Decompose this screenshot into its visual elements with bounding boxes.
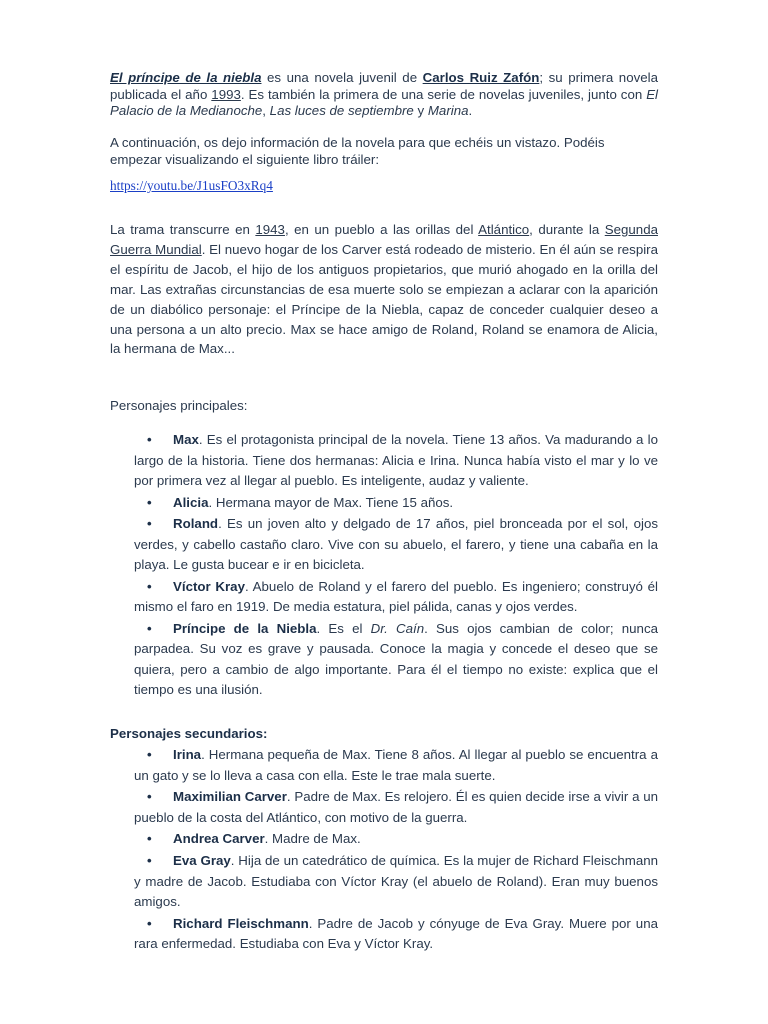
atlantic-link[interactable]: Atlántico (478, 222, 530, 237)
secondary-characters-heading: Personajes secundarios: (110, 726, 268, 741)
list-item (134, 787, 658, 828)
trailer-intro-paragraph: A continuación, os dejo información de la novela para que echéis un vistazo. Podéis empezar visualizando el siguiente libro tráiler: (110, 135, 605, 167)
bullet-icon: • (147, 852, 152, 868)
character-name: Eva Gray (173, 852, 231, 868)
publication-year: 1993 (211, 86, 241, 102)
related-book-title: El Palacio de la Medianoche (110, 86, 659, 118)
intro-text: . (468, 103, 473, 118)
character-name: Príncipe de la Niebla (173, 620, 317, 636)
character-name: Irina (173, 747, 202, 762)
bullet-icon: • (147, 620, 152, 636)
bullet-icon: • (147, 494, 152, 510)
character-name: Roland (173, 516, 219, 531)
list-item (134, 514, 658, 576)
character-description: . Madre de Max. (264, 831, 361, 847)
character-description: . Hija de un catedrático de química. Es la mujer de Richard Fleischmann y madre de Jacob. Estudiaba con Víctor Kray (el abuelo de Roland). Eran muy buenos amigos. (134, 852, 658, 910)
main-characters-list (134, 430, 658, 702)
list-item (134, 493, 658, 514)
bullet-icon: • (147, 747, 152, 762)
ww2-link[interactable]: Segunda Guerra Mundial (110, 222, 658, 257)
character-description: . Es un joven alto y delgado de 17 años, piel bronceada por el sol, ojos verdes, y cabello castaño claro. Vive con su abuelo, el farero, y tiene una cabaña en la playa. Le gusta bucear e ir en bicicleta. (134, 516, 658, 572)
trailer-link[interactable]: https://youtu.be/J1usFO3xRq4 (110, 178, 273, 193)
list-item (134, 914, 658, 955)
character-description: . Padre de Jacob y cónyuge de Eva Gray. Muere por una rara enfermedad. Estudiaba con Eva y Víctor Kray. (134, 915, 658, 952)
plot-text: La trama transcurre en (110, 222, 256, 237)
plot-text: , en un pueblo a las orillas del (284, 222, 479, 237)
bullet-icon: • (147, 578, 152, 594)
list-item (134, 430, 658, 492)
character-name: Maximilian Carver (173, 789, 287, 805)
bullet-icon: • (147, 516, 152, 531)
intro-text: es una novela juvenil de (261, 70, 423, 85)
character-alias: Dr. Caín (370, 620, 425, 636)
author-name: Carlos Ruiz Zafón (422, 70, 540, 85)
plot-paragraph (110, 220, 658, 359)
intro-text: , (262, 103, 270, 118)
plot-text: , durante la (529, 222, 605, 237)
character-name: Andrea Carver (173, 831, 265, 847)
related-book-title: Las luces de septiembre (269, 103, 414, 118)
list-item (134, 851, 658, 913)
intro-text: ; su primera novela publicada el año (110, 70, 658, 102)
list-item (134, 829, 658, 850)
character-description: . Es el protagonista principal de la novela. Tiene 13 años. Va madurando a lo largo de la historia. Tiene dos hermanas: Alicia e Irina. Nunca había visto el mar y lo ve por primera vez al llegar al pueblo. Es inteligente, audaz y valiente. (134, 432, 658, 488)
character-description: . Padre de Max. Es relojero. Él es quien decide irse a vivir a un pueblo de la costa del Atlántico, con motivo de la guerra. (134, 789, 659, 825)
list-item (134, 745, 658, 786)
character-description: . Hermana pequeña de Max. Tiene 8 años. Al llegar al pueblo se encuentra a un gato y se lo lleva a casa con ella. Este le trae mala suerte. (134, 747, 658, 783)
bullet-icon: • (147, 432, 152, 447)
character-description: . Abuelo de Roland y el farero del pueblo. Es ingeniero; construyó él mismo el faro en 1919. De media estatura, piel pálida, canas y ojos verdes. (134, 578, 658, 614)
list-item (134, 619, 658, 701)
bullet-icon: • (147, 915, 152, 931)
main-characters-heading: Personajes principales: (110, 398, 248, 413)
related-book-title: Marina (427, 103, 469, 118)
secondary-characters-list (134, 745, 658, 956)
character-name: Max (173, 432, 199, 447)
bullet-icon: • (147, 789, 152, 805)
character-description: . Sus ojos cambian de color; nunca parpadea. Su voz es grave y pausada. Conoce la magia y concede el deseo que se quiera, pero a cambio de algo importante. Para él el tiempo no existe: explica que el tiempo es una ilusión. (134, 620, 658, 697)
bullet-icon: • (147, 831, 152, 847)
intro-paragraph (110, 70, 658, 120)
character-name: Richard Fleischmann (173, 915, 309, 931)
character-description: . Hermana mayor de Max. Tiene 15 años. (208, 494, 454, 510)
character-name: Alicia (173, 494, 209, 510)
intro-text: . Es también la primera de una serie de novelas juveniles, junto con (240, 86, 647, 102)
intro-text: y (413, 103, 428, 118)
book-title: El príncipe de la niebla (110, 70, 262, 85)
character-name: Víctor Kray (173, 578, 245, 594)
plot-text: . El nuevo hogar de los Carver está rodeado de misterio. En él aún se respira el espíritu de Jacob, el hijo de los antiguos propietarios, que murió ahogado en la orilla del mar. Las extrañas circunstancias de esa muerte solo se empiezan a aclarar con la aparición de un diabólico personaje: el Príncipe de la Niebla, capaz de conceder cualquier deseo a una persona a un alto precio. Max se hace amigo de Roland, Roland se enamora de Alicia, la hermana de Max... (110, 241, 658, 357)
plot-year-link[interactable]: 1943 (255, 222, 285, 237)
character-description: . Es el (316, 620, 371, 636)
list-item (134, 577, 658, 618)
